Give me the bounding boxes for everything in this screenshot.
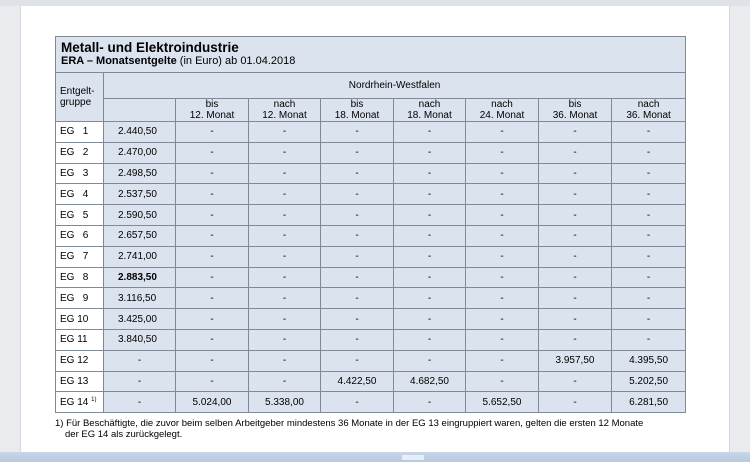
table-row: [56, 329, 686, 350]
salary-cell: -: [176, 309, 249, 330]
salary-cell: -: [176, 205, 249, 226]
group-cell: [56, 163, 104, 184]
salary-cell: -: [539, 309, 612, 330]
salary-cell: -: [466, 267, 539, 288]
footnote-line1: 1) Für Beschäftigte, die zuvor beim selben Arbeitgeber mindestens 36 Monate in der EG 13 eingruppiert waren, gelten die ersten 12 Monate: [55, 418, 644, 429]
table-row: [56, 122, 686, 143]
group-cell: [56, 122, 104, 143]
salary-cell: -: [466, 163, 539, 184]
base-salary-cell: 2.590,50: [104, 205, 176, 226]
column-header-line1: nach: [491, 99, 513, 110]
salary-cell: -: [394, 122, 466, 143]
group-label: EG 5: [60, 209, 89, 221]
column-header-line1: bis: [568, 99, 582, 110]
base-salary-cell: 3.425,00: [104, 309, 176, 330]
group-label: EG 12: [60, 355, 89, 367]
salary-cell: -: [249, 288, 321, 309]
salary-cell: -: [539, 329, 612, 350]
salary-cell: -: [176, 329, 249, 350]
salary-cell: -: [321, 309, 394, 330]
salary-cell: -: [249, 122, 321, 143]
salary-cell: -: [539, 184, 612, 205]
salary-cell: -: [321, 225, 394, 246]
salary-cell: -: [321, 184, 394, 205]
subtitle-rest: (in Euro) ab 01.04.2018: [176, 55, 296, 67]
salary-cell: -: [539, 163, 612, 184]
table-row: [56, 184, 686, 205]
salary-cell: -: [394, 163, 466, 184]
salary-cell: -: [249, 163, 321, 184]
salary-cell: -: [612, 309, 686, 330]
group-cell: [56, 350, 104, 371]
salary-cell: -: [249, 142, 321, 163]
salary-cell: -: [176, 225, 249, 246]
salary-cell: -: [394, 350, 466, 371]
table-body: [56, 122, 686, 413]
salary-cell: -: [321, 246, 394, 267]
column-header-line2: 12. Monat: [262, 110, 307, 121]
column-header-line1: nach: [637, 99, 660, 110]
base-salary-cell: -: [104, 371, 176, 392]
salary-cell: -: [176, 350, 249, 371]
salary-cell: 5.652,50: [466, 392, 539, 413]
salary-cell: -: [321, 267, 394, 288]
salary-cell: 5.024,00: [176, 392, 249, 413]
column-header: [249, 99, 321, 122]
base-salary-cell: 3.116,50: [104, 288, 176, 309]
base-salary-cell: -: [104, 392, 176, 413]
table-title: Metall- und Elektroindustrie: [61, 40, 239, 55]
column-header-line2: 12. Monat: [189, 110, 235, 121]
group-cell: [56, 329, 104, 350]
salary-cell: -: [612, 142, 686, 163]
salary-cell: -: [466, 184, 539, 205]
base-salary-cell: -: [104, 350, 176, 371]
column-header-line1: bis: [350, 99, 364, 110]
salary-cell: -: [394, 309, 466, 330]
salary-cell: -: [249, 205, 321, 226]
salary-cell: -: [539, 288, 612, 309]
salary-cell: 4.395,50: [612, 350, 686, 371]
salary-cell: -: [612, 329, 686, 350]
group-cell: [56, 309, 104, 330]
table-subtitle: [61, 55, 680, 68]
footnote-line2: der EG 14 als zurückgelegt.: [65, 429, 183, 440]
salary-cell: -: [249, 267, 321, 288]
column-header: [321, 99, 394, 122]
group-label: EG 1: [60, 126, 89, 138]
salary-cell: -: [539, 267, 612, 288]
group-cell: [56, 225, 104, 246]
salary-cell: -: [539, 205, 612, 226]
base-salary-cell: 2.657,50: [104, 225, 176, 246]
group-header-line1: Entgelt-: [60, 86, 95, 97]
table-row: [56, 246, 686, 267]
salary-cell: -: [176, 122, 249, 143]
salary-cell: -: [394, 392, 466, 413]
salary-cell: -: [176, 288, 249, 309]
group-label: EG 8: [60, 271, 89, 283]
salary-cell: -: [539, 142, 612, 163]
salary-cell: 6.281,50: [612, 392, 686, 413]
group-cell: [56, 371, 104, 392]
salary-cell: -: [466, 288, 539, 309]
column-header-line1: bis: [205, 99, 219, 110]
column-header-line2: 18. Monat: [334, 110, 380, 121]
table-row: [56, 309, 686, 330]
salary-cell: -: [466, 246, 539, 267]
salary-cell: -: [612, 205, 686, 226]
table-row: [56, 392, 686, 413]
salary-cell: -: [612, 122, 686, 143]
table-row: [56, 205, 686, 226]
salary-cell: -: [466, 309, 539, 330]
salary-cell: -: [466, 350, 539, 371]
salary-cell: -: [394, 246, 466, 267]
salary-cell: -: [176, 163, 249, 184]
region-header: Nordrhein-Westfalen: [104, 73, 686, 99]
column-header: [394, 99, 466, 122]
salary-cell: -: [612, 184, 686, 205]
table-title-cell: [56, 37, 686, 73]
group-label: EG 2: [60, 147, 89, 159]
group-label: EG 3: [60, 167, 89, 179]
subtitle-bold: ERA – Monatsentgelte: [61, 55, 177, 67]
group-label: EG 6: [60, 230, 89, 242]
group-label: EG 14: [60, 396, 89, 408]
group-cell: [56, 288, 104, 309]
group-header-line2: gruppe: [60, 97, 92, 108]
table-row: [56, 350, 686, 371]
salary-cell: 4.682,50: [394, 371, 466, 392]
column-header-line2: 36. Monat: [552, 110, 598, 121]
salary-cell: -: [321, 329, 394, 350]
base-salary-cell: 2.883,50: [104, 267, 176, 288]
column-header-line2: 36. Monat: [626, 110, 671, 121]
column-header: [539, 99, 612, 122]
salary-cell: 3.957,50: [539, 350, 612, 371]
table-row: [56, 225, 686, 246]
base-salary-cell: 2.498,50: [104, 163, 176, 184]
salary-cell: -: [539, 122, 612, 143]
salary-table-container: [55, 36, 685, 413]
group-cell: [56, 246, 104, 267]
group-label: EG 13: [60, 375, 89, 387]
salary-cell: -: [466, 142, 539, 163]
salary-cell: -: [321, 350, 394, 371]
group-cell: [56, 267, 104, 288]
base-column-header: [104, 99, 176, 122]
salary-cell: -: [394, 205, 466, 226]
salary-cell: -: [321, 392, 394, 413]
salary-cell: -: [466, 122, 539, 143]
salary-cell: -: [249, 225, 321, 246]
salary-cell: 5.338,00: [249, 392, 321, 413]
group-label: EG 9: [60, 292, 89, 304]
group-cell: [56, 392, 104, 413]
salary-table: [55, 36, 686, 413]
column-header: [176, 99, 249, 122]
base-salary-cell: 2.537,50: [104, 184, 176, 205]
salary-cell: -: [249, 184, 321, 205]
salary-cell: -: [612, 225, 686, 246]
salary-cell: -: [176, 246, 249, 267]
salary-cell: 4.422,50: [321, 371, 394, 392]
table-row: [56, 142, 686, 163]
salary-cell: -: [394, 184, 466, 205]
column-header-line2: 18. Monat: [407, 110, 452, 121]
salary-cell: -: [394, 142, 466, 163]
table-row: [56, 267, 686, 288]
viewer-bottom-strip: [0, 452, 750, 462]
salary-cell: -: [176, 184, 249, 205]
salary-cell: -: [321, 142, 394, 163]
base-salary-cell: 2.440,50: [104, 122, 176, 143]
salary-cell: -: [321, 163, 394, 184]
salary-cell: -: [394, 225, 466, 246]
base-salary-cell: 2.741,00: [104, 246, 176, 267]
salary-cell: -: [612, 288, 686, 309]
salary-cell: -: [249, 246, 321, 267]
salary-cell: -: [466, 205, 539, 226]
salary-cell: -: [539, 371, 612, 392]
salary-cell: -: [539, 225, 612, 246]
group-cell: [56, 205, 104, 226]
group-label: EG 7: [60, 251, 89, 263]
footnote-marker: 1): [91, 396, 97, 403]
column-header-line2: 24. Monat: [479, 110, 525, 121]
group-column-header: [56, 73, 104, 122]
salary-cell: -: [539, 246, 612, 267]
salary-cell: -: [394, 288, 466, 309]
table-row: [56, 163, 686, 184]
salary-cell: -: [176, 142, 249, 163]
salary-cell: -: [539, 392, 612, 413]
salary-cell: -: [176, 371, 249, 392]
group-cell: [56, 142, 104, 163]
table-row: [56, 371, 686, 392]
salary-cell: -: [466, 371, 539, 392]
group-cell: [56, 184, 104, 205]
salary-cell: -: [612, 246, 686, 267]
salary-cell: -: [321, 122, 394, 143]
salary-cell: 5.202,50: [612, 371, 686, 392]
salary-cell: -: [394, 329, 466, 350]
column-header: [466, 99, 539, 122]
base-salary-cell: 3.840,50: [104, 329, 176, 350]
salary-cell: -: [466, 329, 539, 350]
group-label: EG 11: [60, 334, 88, 346]
salary-cell: -: [176, 267, 249, 288]
column-header-line1: nach: [418, 99, 441, 110]
base-salary-cell: 2.470,00: [104, 142, 176, 163]
table-row: [56, 288, 686, 309]
salary-cell: -: [249, 350, 321, 371]
column-header-row: [56, 99, 686, 122]
salary-cell: -: [249, 329, 321, 350]
salary-cell: -: [612, 267, 686, 288]
salary-cell: -: [466, 225, 539, 246]
column-header-line1: nach: [273, 99, 296, 110]
salary-cell: -: [249, 371, 321, 392]
column-header: [612, 99, 686, 122]
scroll-marker: [402, 455, 424, 460]
salary-cell: -: [321, 205, 394, 226]
salary-cell: -: [612, 163, 686, 184]
group-label: EG 4: [60, 188, 89, 200]
footnote: [55, 418, 690, 440]
salary-cell: -: [321, 288, 394, 309]
salary-cell: -: [394, 267, 466, 288]
salary-cell: -: [249, 309, 321, 330]
group-label: EG 10: [60, 313, 89, 325]
